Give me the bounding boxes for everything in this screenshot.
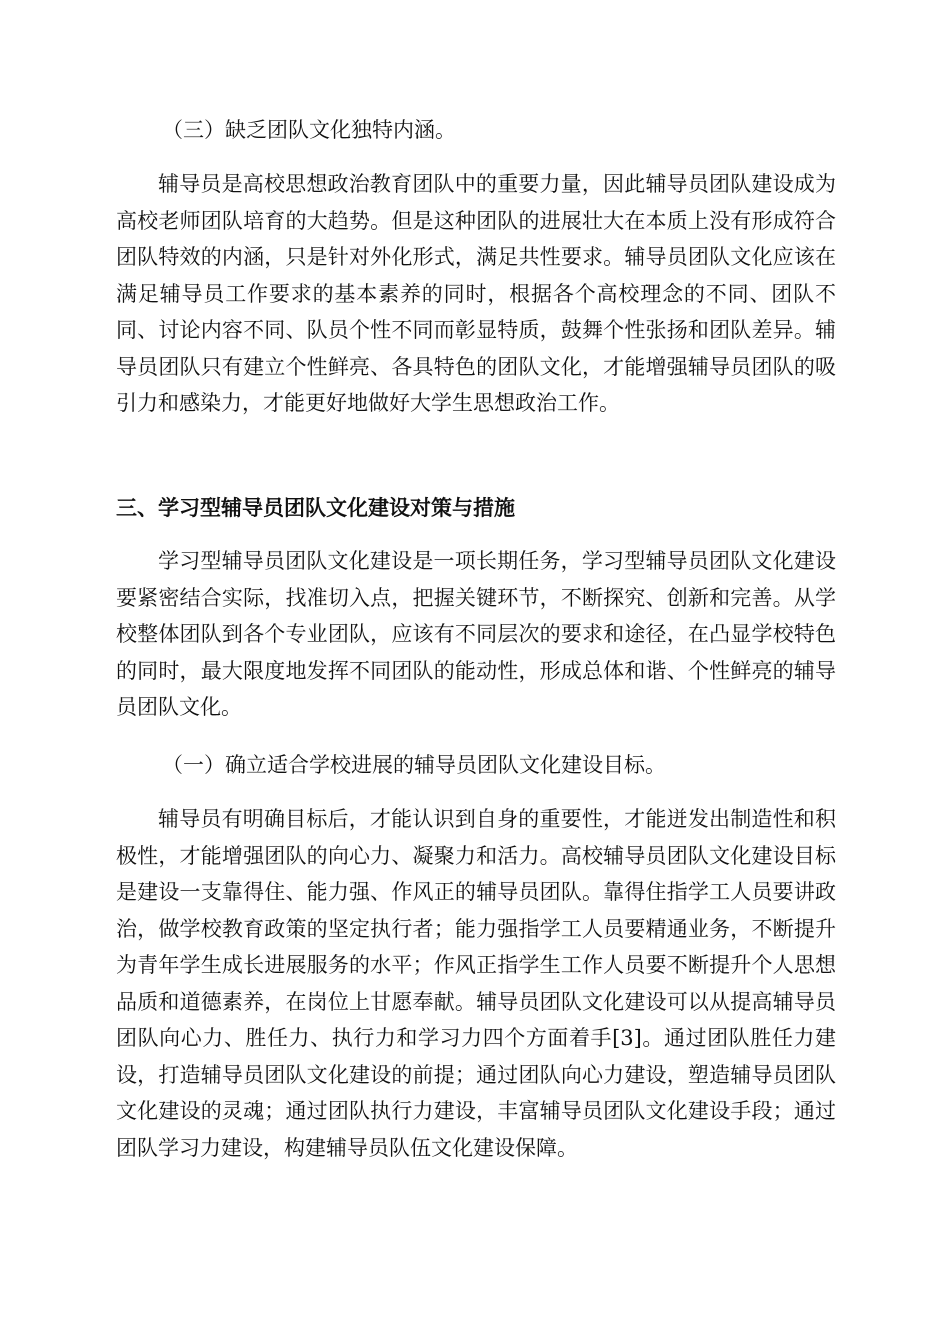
subheading-lack-of-culture: （三）缺乏团队文化独特内涵。 bbox=[162, 118, 456, 142]
paragraph-learning-team-building: 学习型辅导员团队文化建设是一项长期任务，学习型辅导员团队文化建设要紧密结合实际，找准切入点，把握关键环节，不断探究、创新和完善。从学校整体团队到各个专业团队，应该有不同层次的要求和途径，在凸显学校特色的同时，最大限度地发挥不同团队的能动性，形成总体和谐、个性鲜亮的辅导员团队文化。 bbox=[116, 549, 836, 719]
paragraph-goal-setting: 辅导员有明确目标后，才能认识到自身的重要性，才能迸发出制造性和积极性，才能增强团队的向心力、凝聚力和活力。高校辅导员团队文化建设目标是建设一支靠得住、能力强、作风正的辅导员团队。靠得住指学工人员要讲政治，做学校教育政策的坚定执行者；能力强指学工人员要精通业务，不断提升为青年学生成长进展服务的水平；作风正指学生工作人员要不断提升个人思想品质和道德素养，在岗位上甘愿奉献。辅导员团队文化建设可以从提高辅导员团队向心力、胜任力、执行力和学习力四个方面着手[3]。通过团队胜任力建设，打造辅导员团队文化建设的前提；通过团队向心力建设，塑造辅导员团队文化建设的灵魂；通过团队执行力建设，丰富辅导员团队文化建设手段；通过团队学习力建设，构建辅导员队伍文化建设保障。 bbox=[116, 807, 836, 1160]
subheading-establish-goals: （一）确立适合学校进展的辅导员团队文化建设目标。 bbox=[162, 753, 666, 777]
section-title-countermeasures: 三、学习型辅导员团队文化建设对策与措施 bbox=[116, 496, 515, 520]
paragraph-counselor-team-culture: 辅导员是高校思想政治教育团队中的重要力量，因此辅导员团队建设成为高校老师团队培育的大趋势。但是这种团队的进展壮大在本质上没有形成符合团队特效的内涵，只是针对外化形式，满足共性要求。辅导员团队文化应该在满足辅导员工作要求的基本素养的同时，根据各个高校理念的不同、团队不同、讨论内容不同、队员个性不同而彰显特质，鼓舞个性张扬和团队差异。辅导员团队只有建立个性鲜亮、各具特色的团队文化，才能增强辅导员团队的吸引力和感染力，才能更好地做好大学生思想政治工作。 bbox=[116, 172, 836, 415]
